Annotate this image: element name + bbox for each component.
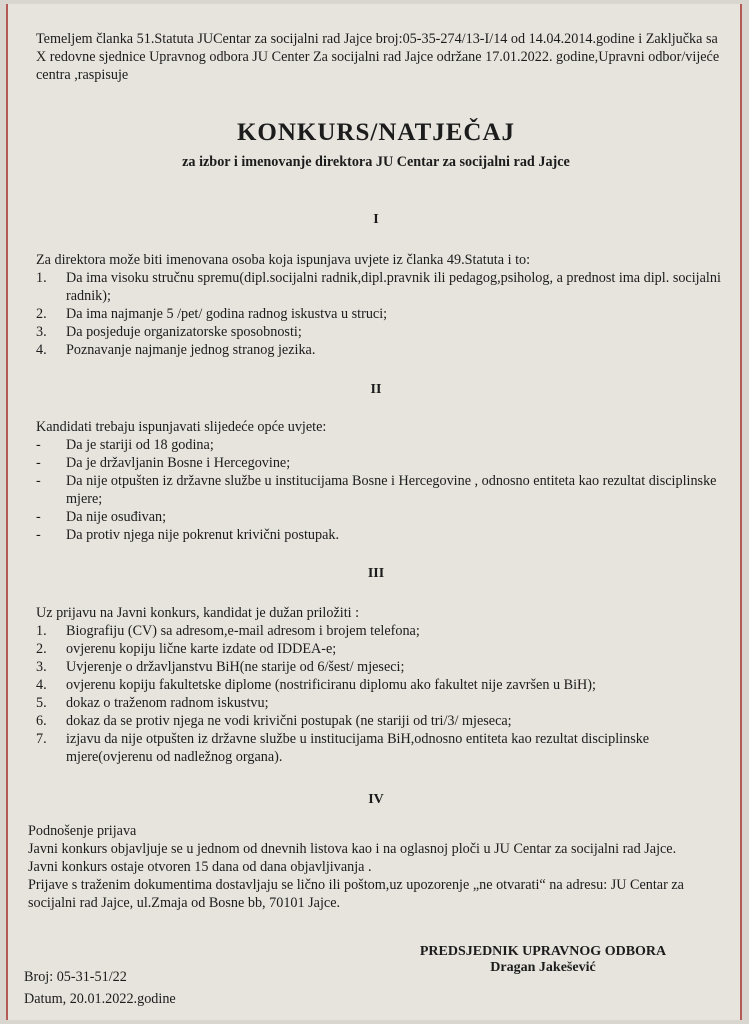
list-item	[36, 323, 728, 341]
section-4-paragraph: Javni konkurs objavljuje se u jednom od dnevnih listova kao i na oglasnoj ploči u JU Centar za socijalni rad Jajce.	[28, 841, 677, 857]
section-4-paragraph: Podnošenje prijava	[28, 823, 137, 839]
section-4-heading: IV	[368, 792, 384, 807]
section-4	[28, 822, 728, 912]
list-item	[36, 454, 728, 472]
section-4-paragraph: Javni konkurs ostaje otvoren 15 dana od dana objavljivanja .	[28, 859, 372, 875]
list-marker: 3.	[36, 659, 47, 675]
list-marker: 1.	[36, 623, 47, 639]
list-marker: 1.	[36, 270, 47, 286]
list-item	[36, 472, 728, 508]
list-item-text: Da nije otpušten iz državne službe u institucijama Bosne i Hercegovine , odnosno entiteta kao rezultat disciplinske mjere;	[66, 473, 717, 507]
list-marker: -	[36, 437, 41, 453]
list-item-text: Uvjerenje o državljanstvu BiH(ne starije od 6/šest/ mjeseci;	[66, 659, 405, 675]
section-1-heading: I	[373, 212, 379, 227]
section-3-heading: III	[367, 566, 385, 581]
section-3	[36, 604, 728, 766]
list-item	[36, 712, 728, 730]
list-marker: -	[36, 509, 41, 525]
list-item	[36, 640, 728, 658]
list-item	[36, 305, 728, 323]
section-3-list	[36, 622, 728, 766]
document-page	[6, 4, 742, 1020]
list-item-text: Da je državljanin Bosne i Hercegovine;	[66, 455, 291, 471]
list-item	[36, 436, 728, 454]
section-1	[36, 251, 728, 359]
document-title: KONKURS/NATJEČAJ	[236, 119, 516, 146]
list-item-text: Da ima najmanje 5 /pet/ godina radnog iskustva u struci;	[66, 306, 388, 322]
list-marker: 3.	[36, 324, 47, 340]
section-2-list	[36, 436, 728, 544]
list-marker: -	[36, 473, 41, 489]
document-date: Datum, 20.01.2022.godine	[24, 991, 176, 1007]
section-3-lead: Uz prijavu na Javni konkurs, kandidat je dužan priložiti :	[36, 605, 360, 621]
section-4-paragraph: Prijave s traženim dokumentima dostavljaju se lično ili poštom,uz upozorenje „ne otvarati“ na adresu: JU Centar za socijalni rad Jajce, ul.Zmaja od Bosne bb, 70101 Jajce.	[28, 877, 684, 911]
list-item-text: ovjerenu kopiju fakultetske diplome (nostrificiranu diplomu ako fakultet nije završen u BiH);	[66, 677, 596, 693]
list-marker: -	[36, 455, 41, 471]
list-item	[36, 269, 728, 305]
list-item	[36, 341, 728, 359]
list-item	[36, 694, 728, 712]
list-item-text: ovjerenu kopiju lične karte izdate od IDDEA-e;	[66, 641, 337, 657]
list-item	[36, 508, 728, 526]
list-marker: 4.	[36, 342, 47, 358]
signature-block	[378, 944, 708, 976]
section-2	[36, 418, 728, 544]
list-item	[36, 730, 728, 766]
section-1-list	[36, 269, 728, 359]
list-marker: -	[36, 527, 41, 543]
list-marker: 7.	[36, 731, 47, 747]
list-item	[36, 676, 728, 694]
section-2-lead: Kandidati trebaju ispunjavati slijedeće opće uvjete:	[36, 419, 327, 435]
intro-paragraph: Temeljem članka 51.Statuta JUCentar za socijalni rad Jajce broj:05-35-274/13-I/14 od 14.04.2014.godine i Zaključka sa X redovne sjednice Upravnog odbora JU Center Za socijalni rad Jajce održane 17.01.2022. godine,Upravni odbor/vijeće centra ,raspisuje	[36, 31, 720, 83]
list-item-text: dokaz da se protiv njega ne vodi krivični postupak (ne stariji od tri/3/ mjeseca;	[66, 713, 512, 729]
list-item	[36, 622, 728, 640]
list-marker: 4.	[36, 677, 47, 693]
signature-name: Dragan Jakešević	[490, 960, 596, 975]
section-2-heading: II	[370, 382, 382, 397]
list-marker: 2.	[36, 306, 47, 322]
section-1-lead: Za direktora može biti imenovana osoba koja ispunjava uvjete iz članka 49.Statuta i to:	[36, 252, 531, 268]
list-item-text: izjavu da nije otpušten iz državne službe u institucijama BiH,odnosno entiteta kao rezultat disciplinske mjere(ovjerenu od nadležnog organa).	[66, 731, 650, 765]
document-number: Broj: 05-31-51/22	[24, 969, 127, 985]
list-item-text: Da posjeduje organizatorske sposobnosti;	[66, 324, 302, 340]
list-item-text: Poznavanje najmanje jednog stranog jezika.	[66, 342, 316, 358]
list-marker: 6.	[36, 713, 47, 729]
document-subtitle: za izbor i imenovanje direktora JU Centar za socijalni rad Jajce	[182, 154, 570, 170]
list-item	[36, 658, 728, 676]
list-marker: 5.	[36, 695, 47, 711]
signature-role: PREDSJEDNIK UPRAVNOG ODBORA	[419, 944, 667, 959]
list-item-text: Da nije osuđivan;	[66, 509, 167, 525]
list-item-text: Da ima visoku stručnu spremu(dipl.socijalni radnik,dipl.pravnik ili pedagog,psiholog, a prednost ima dipl. socijalni radnik);	[66, 270, 721, 304]
list-marker: 2.	[36, 641, 47, 657]
list-item-text: Da je stariji od 18 godina;	[66, 437, 214, 453]
list-item-text: Biografiju (CV) sa adresom,e-mail adresom i brojem telefona;	[66, 623, 420, 639]
list-item	[36, 526, 728, 544]
list-item-text: dokaz o traženom radnom iskustvu;	[66, 695, 269, 711]
list-item-text: Da protiv njega nije pokrenut krivični postupak.	[66, 527, 340, 543]
